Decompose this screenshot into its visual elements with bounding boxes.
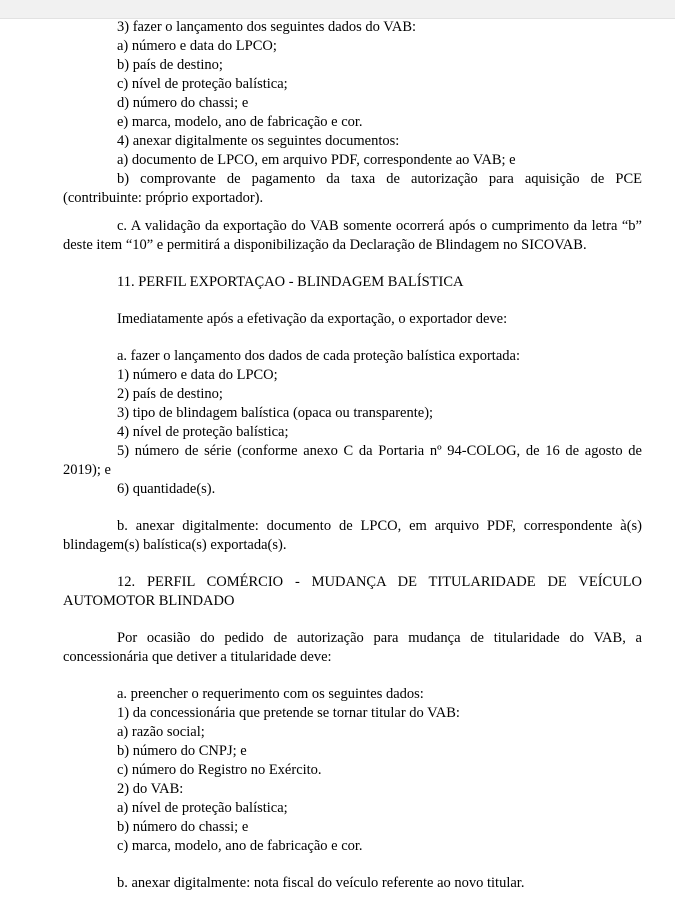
list-item: 4) nível de proteção balística;: [117, 424, 289, 440]
list-item: 3) fazer o lançamento dos seguintes dados do VAB:: [117, 19, 417, 35]
list-item: 2) país de destino;: [117, 386, 223, 402]
list-item: a. preencher o requerimento com os seguintes dados:: [117, 686, 424, 702]
list-item: b. anexar digitalmente: nota fiscal do veículo referente ao novo titular.: [117, 875, 525, 891]
list-item: 1) número e data do LPCO;: [117, 367, 278, 383]
viewer-top-bar: [0, 0, 675, 19]
paragraph: Por ocasião do pedido de autorização para mudança de titularidade do VAB, a concessionária que detiver a titularidade deve:: [63, 630, 642, 665]
list-item: d) número do chassi; e: [117, 95, 249, 111]
list-item: a) razão social;: [117, 724, 205, 740]
paragraph: b. anexar digitalmente: documento de LPCO, em arquivo PDF, correspondente à(s) blindagem(s) balística(s) exportada(s).: [63, 518, 642, 553]
list-item: c) número do Registro no Exército.: [117, 762, 322, 778]
list-item: 6) quantidade(s).: [117, 481, 216, 497]
list-item: c) marca, modelo, ano de fabricação e cor.: [117, 838, 363, 854]
list-item: b) país de destino;: [117, 57, 223, 73]
list-item: b) número do chassi; e: [117, 819, 249, 835]
list-item: e) marca, modelo, ano de fabricação e cor.: [117, 114, 363, 130]
paragraph: Imediatamente após a efetivação da exportação, o exportador deve:: [117, 311, 508, 327]
list-item: a) número e data do LPCO;: [117, 38, 277, 54]
list-item: 1) da concessionária que pretende se tornar titular do VAB:: [117, 705, 460, 721]
list-item: a) documento de LPCO, em arquivo PDF, correspondente ao VAB; e: [117, 152, 516, 168]
section-heading-12: 12. PERFIL COMÉRCIO - MUDANÇA DE TITULARIDADE DE VEÍCULO AUTOMOTOR BLINDADO: [63, 574, 642, 609]
list-item: 3) tipo de blindagem balística (opaca ou transparente);: [117, 405, 434, 421]
list-item: b) número do CNPJ; e: [117, 743, 247, 759]
paragraph: c. A validação da exportação do VAB somente ocorrerá após o cumprimento da letra “b” deste item “10” e permitirá a disponibilização da Declaração de Blindagem no SICOVAB.: [63, 218, 642, 253]
list-item: 4) anexar digitalmente os seguintes documentos:: [117, 133, 400, 149]
paragraph: b) comprovante de pagamento da taxa de autorização para aquisição de PCE (contribuinte: próprio exportador).: [63, 171, 642, 206]
section-heading-11: 11. PERFIL EXPORTAÇAO - BLINDAGEM BALÍSTICA: [117, 274, 464, 290]
paragraph: 5) número de série (conforme anexo C da Portaria nº 94-COLOG, de 16 de agosto de 2019); e: [63, 443, 642, 478]
list-item: a) nível de proteção balística;: [117, 800, 288, 816]
list-item: 2) do VAB:: [117, 781, 184, 797]
list-item: a. fazer o lançamento dos dados de cada proteção balística exportada:: [117, 348, 520, 364]
list-item: c) nível de proteção balística;: [117, 76, 288, 92]
document-page: [63, 18, 642, 893]
